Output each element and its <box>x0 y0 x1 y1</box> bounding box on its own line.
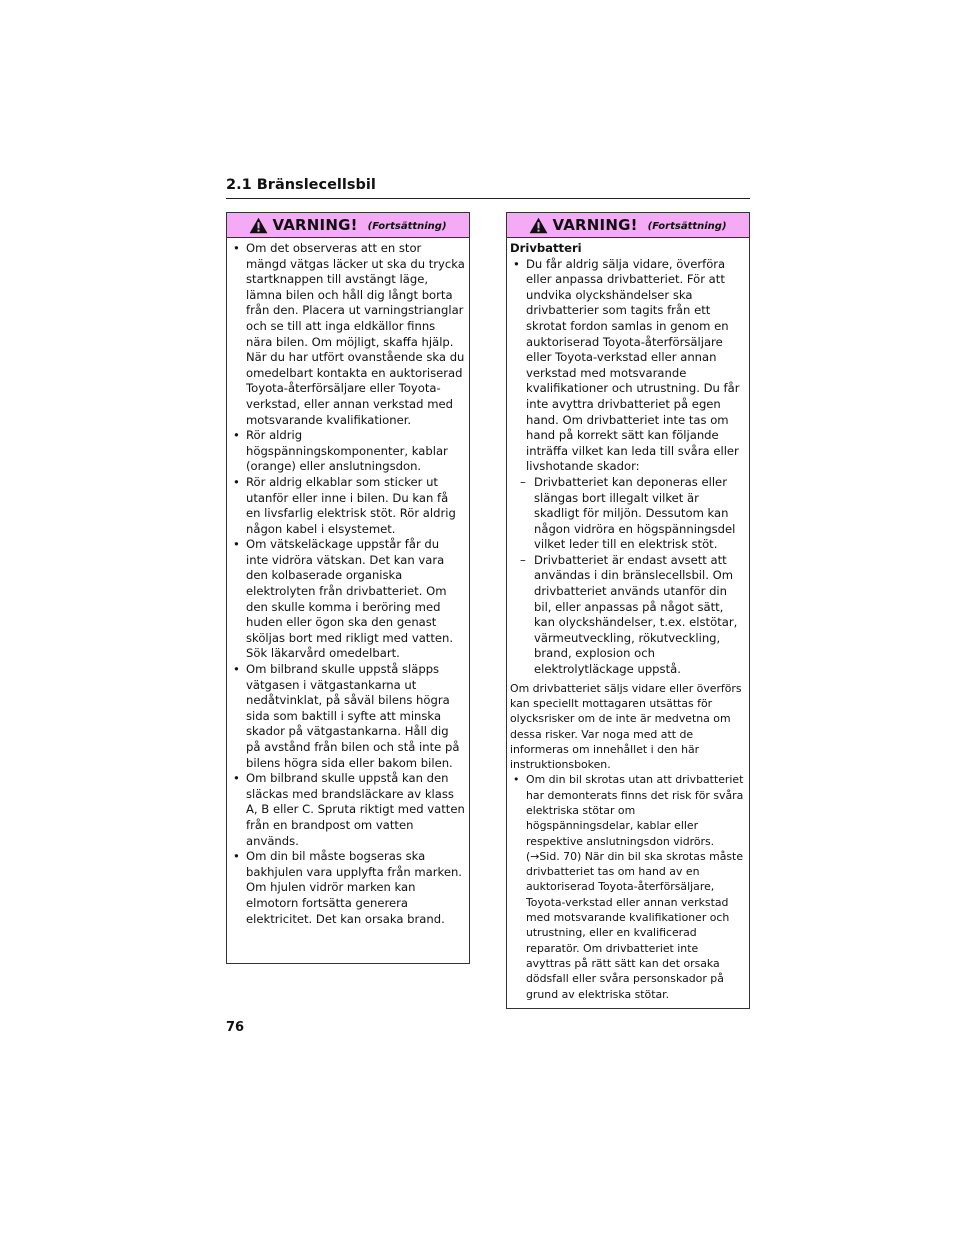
section-number: 2.1 <box>226 177 252 193</box>
warning-label: VARNING! <box>552 216 638 234</box>
list-item: • Rör aldrig högspänningskomponenter, kablar (orange) eller anslutningsdon. <box>230 428 465 475</box>
warning-body-right <box>507 238 749 1002</box>
section-name: Bränslecellsbil <box>256 177 376 193</box>
continued-label: (Fortsättning) <box>367 221 447 232</box>
list-item: • Om vätskeläckage uppstår får du inte vidröra vätskan. Det kan vara den kolbaserade organiska elektrolyten från drivbatteriet. Om den skulle komma i beröring med huden eller ögon ska den genast sköljas bort med rikligt med vatten. Sök läkarvård omedelbart. <box>230 537 465 662</box>
list-item: • Om din bil måste bogseras ska bakhjulen vara upplyfta från marken. Om hjulen vidrör marken kan elmotorn fortsätta generera elektricitet. Det kan orsaka brand. <box>230 849 465 927</box>
warning-triangle-icon <box>249 217 268 234</box>
warning-body-left <box>227 238 469 927</box>
list-item: • Om det observeras att en stor mängd vätgas läcker ut ska du trycka startknappen till avstängt läge, lämna bilen och håll dig långt borta från den. Placera ut varningstrianglar och se till att inga eldkällor finns nära bilen. Om möjligt, skaffa hjälp. När du har utfört ovanstående ska du omedelbart kontakta en auktoriserad Toyota-återförsäljare eller Toyota-verkstad, eller annan verkstad med motsvarande kvalifikationer. <box>230 241 465 428</box>
subheading-drivbatteri: Drivbatteri <box>510 241 582 255</box>
warning-triangle-icon <box>529 217 548 234</box>
warning-label: VARNING! <box>272 216 358 234</box>
warning-box-right <box>506 212 750 1009</box>
list-item: • Om bilbrand skulle uppstå släpps vätgasen i vätgastankarna ut nedåtvinklat, på såväl bilens högra sida som baktill i syfte att minska skador på vätgastankarna. Håll dig på avstånd från bilen och stå inte på bilens högra sida eller bakom bilen. <box>230 662 465 771</box>
list-item: • Rör aldrig elkablar som sticker ut utanför eller inne i bilen. Du kan få en livsfarlig elektrisk stöt. Rör aldrig någon kabel i elsystemet. <box>230 475 465 537</box>
page-number: 76 <box>226 1020 245 1035</box>
list-item: • Om din bil skrotas utan att drivbatteriet har demonterats finns det risk för svåra elektriska stötar om högspänningsdelar, kablar eller respektive anslutningsdon vidrörs. (→Sid. 70) När din bil ska skrotas måste drivbatteriet tas om hand av en auktoriserad Toyota-återförsäljare, Toyota-verkstad eller annan verkstad med motsvarande kvalifikationer och utrustning, eller en kvalificerad reparatör. Om drivbatteriet inte avyttras på rätt sätt kan det orsaka dödsfall eller svåra personskador på grund av elektriska stötar. <box>510 772 745 1001</box>
dash-item: – Drivbatteriet är endast avsett att användas i din bränslecellsbil. Om drivbatteriet används utanför din bil, eller anpassas på något sätt, kan olyckshändelser, t.ex. elstötar, värmeutveckling, rökutveckling, brand, explosion och elektrolytläckage uppstå. <box>510 553 745 678</box>
section-title <box>226 177 376 193</box>
section-divider <box>226 198 750 199</box>
list-item: • Om bilbrand skulle uppstå kan den släckas med brandsläckare av klass A, B eller C. Spruta riktigt med vatten från en brandpost om vatten används. <box>230 771 465 849</box>
continued-label: (Fortsättning) <box>647 221 727 232</box>
warning-header-left <box>227 213 469 238</box>
warning-box-left <box>226 212 470 964</box>
list-item: • Du får aldrig sälja vidare, överföra eller anpassa drivbatteriet. För att undvika olyckshändelser ska drivbatterier som tagits från ett skrotat fordon samlas in genom en auktoriserad Toyota-återförsäljare eller Toyota-verkstad eller annan verkstad med motsvarande kvalifikationer och utrustning. Du får inte avyttra drivbatteriet på egen hand. Om drivbatteriet inte tas om hand på korrekt sätt kan följande inträffa vilket kan leda till svåra eller livshotande skador: <box>510 257 745 475</box>
dash-item: – Drivbatteriet kan deponeras eller slängas bort illegalt vilket är skadligt för miljön. Dessutom kan någon vidröra en högspänningsdel vilket leder till en elektrisk stöt. <box>510 475 745 553</box>
paragraph: Om drivbatteriet säljs vidare eller överförs kan speciellt mottagaren utsättas för olycksrisker om de inte är medvetna om dessa risker. Var noga med att de informeras om innehållet i den här instruktionsboken. <box>510 681 742 772</box>
dash-list <box>510 475 745 678</box>
warning-header-right <box>507 213 749 238</box>
